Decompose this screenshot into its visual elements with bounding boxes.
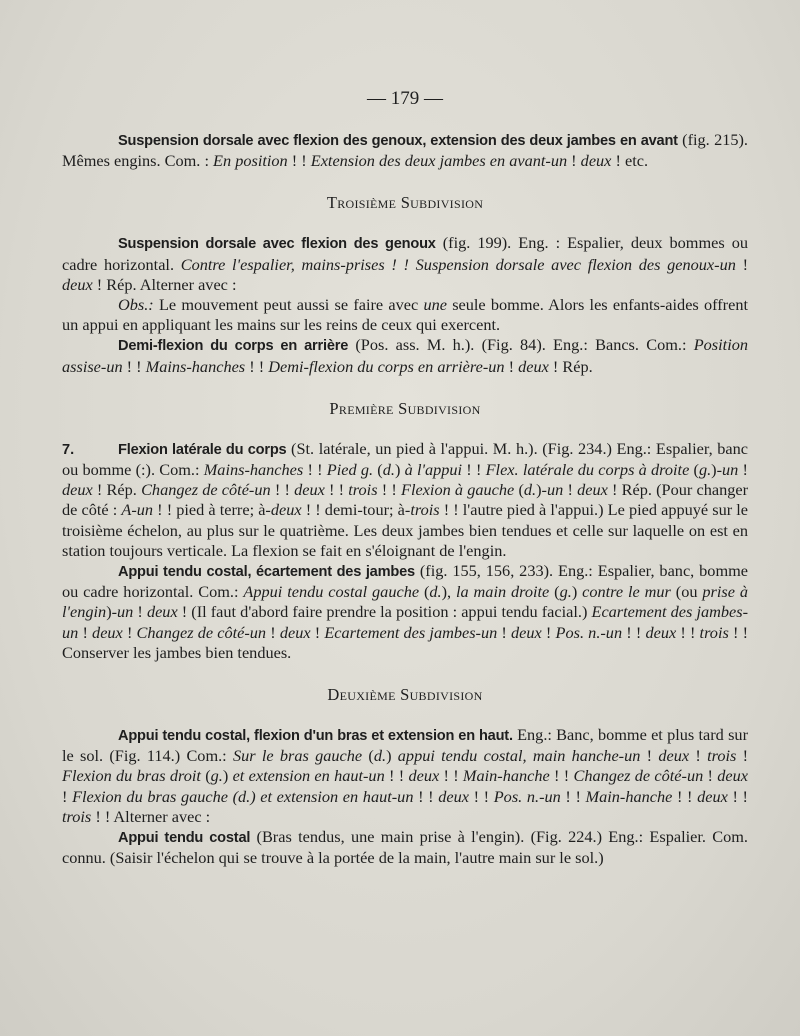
paragraph-2: Suspension dorsale avec flexion des genoux (fig. 199). Eng. : Espalier, deux bommes ou cadre horizontal. Contre l'espalier, mains-prises ! ! Suspension dorsale avec flexion des genoux-un ! deux ! Rép. Alterner avec : xyxy=(62,233,748,294)
heading: Suspension dorsale avec flexion des genoux, extension des deux jambes en avant xyxy=(118,133,678,149)
paragraph-6: Appui tendu costal, écartement des jambes (fig. 155, 156, 233). Eng.: Espalier, banc, bomme ou cadre horizontal. Com.: Appui tendu costal gauche (d.), la main droite (g.) contre le mur (ou prise à l'engin)-un ! deux ! (Il faut d'abord faire prendre la position : appui tendu facial.) Ecartement des jambes-un ! deux ! Changez de côté-un ! deux ! Ecartement des jambes-un ! deux ! Pos. n.-un ! ! deux ! ! trois ! ! Conserver les jambes bien tendues. xyxy=(62,561,748,662)
subdivision-heading: Deuxième Subdivision xyxy=(327,685,483,705)
paragraph-7: Appui tendu costal, flexion d'un bras et extension en haut. Eng.: Banc, bomme et plus tard sur le sol. (Fig. 114.) Com.: Sur le bras gauche (d.) appui tendu costal, main hanche-un ! deux ! trois ! Flexion du bras droit (g.) et extension en haut-un ! ! deux ! ! Main-hanche ! ! Changez de côté-un ! deux ! Flexion du bras gauche (d.) et extension en haut-un ! ! deux ! ! Pos. n.-un ! ! Main-hanche ! ! deux ! ! trois ! ! Alterner avec : xyxy=(62,725,749,826)
paragraph-5: 7. Flexion latérale du corps (St. latérale, un pied à l'appui. M. h.). (Fig. 234.) Eng.: Espalier, banc ou bomme (:). Com.: Mains-hanches ! ! Pied g. (d.) à l'appui ! ! Flex. latérale du corps à droite (g.)-un ! deux ! Rép. Changez de côté-un ! ! deux ! ! trois ! ! Flexion à gauche (d.)-un ! deux ! Rép. (Pour changer de côté : A-un ! ! pied à terre; à-deux ! ! demi-tour; à-trois ! ! l'autre pied à l'appui.) Le pied appuyé sur le troisième échelon, au plus sur le quatrième. Les deux jambes bien tendues et celle sur laquelle on est en station toujours verticale. La flexion se fait en s'éloignant de l'engin. xyxy=(62,438,749,560)
subdivision-heading: Troisième Subdivision xyxy=(326,193,484,213)
exercise-number: 7. xyxy=(62,441,75,458)
heading: Suspension dorsale avec flexion des genoux xyxy=(118,236,436,253)
heading: Appui tendu costal, écartement des jambes xyxy=(118,564,415,581)
paragraph-4: Demi-flexion du corps en arrière (Pos. ass. M. h.). (Fig. 84). Eng.: Bancs. Com.: Position assise-un ! ! Mains-hanches ! ! Demi-flexion du corps en arrière-un ! deux ! Rép. xyxy=(62,335,748,376)
heading: Appui tendu costal, flexion d'un bras et extension en haut. xyxy=(118,728,513,745)
paragraph-8: Appui tendu costal (Bras tendus, une main prise à l'engin). (Fig. 224.) Eng.: Espalier. Com. connu. (Saisir l'échelon qui se trouve à la portée de la main, l'autre main sur le sol.) xyxy=(62,827,748,868)
paragraph-1: Suspension dorsale avec flexion des genoux, extension des deux jambes en avant (fig. 215). Mêmes engins. Com. : En position ! ! Extension des deux jambes en avant-un ! deux ! etc. xyxy=(62,130,748,171)
heading: Flexion latérale du corps xyxy=(118,441,287,458)
subdivision-heading: Première Subdivision xyxy=(329,398,481,418)
page-number: — 179 — xyxy=(367,88,443,109)
paragraph-3: Obs.: Le mouvement peut aussi se faire avec une seule bomme. Alors les enfants-aides offrent un appui en appliquant les mains sur les reins de ceux qui exercent. xyxy=(62,295,748,335)
heading: Appui tendu costal xyxy=(118,830,251,847)
heading: Demi-flexion du corps en arrière xyxy=(118,338,349,355)
